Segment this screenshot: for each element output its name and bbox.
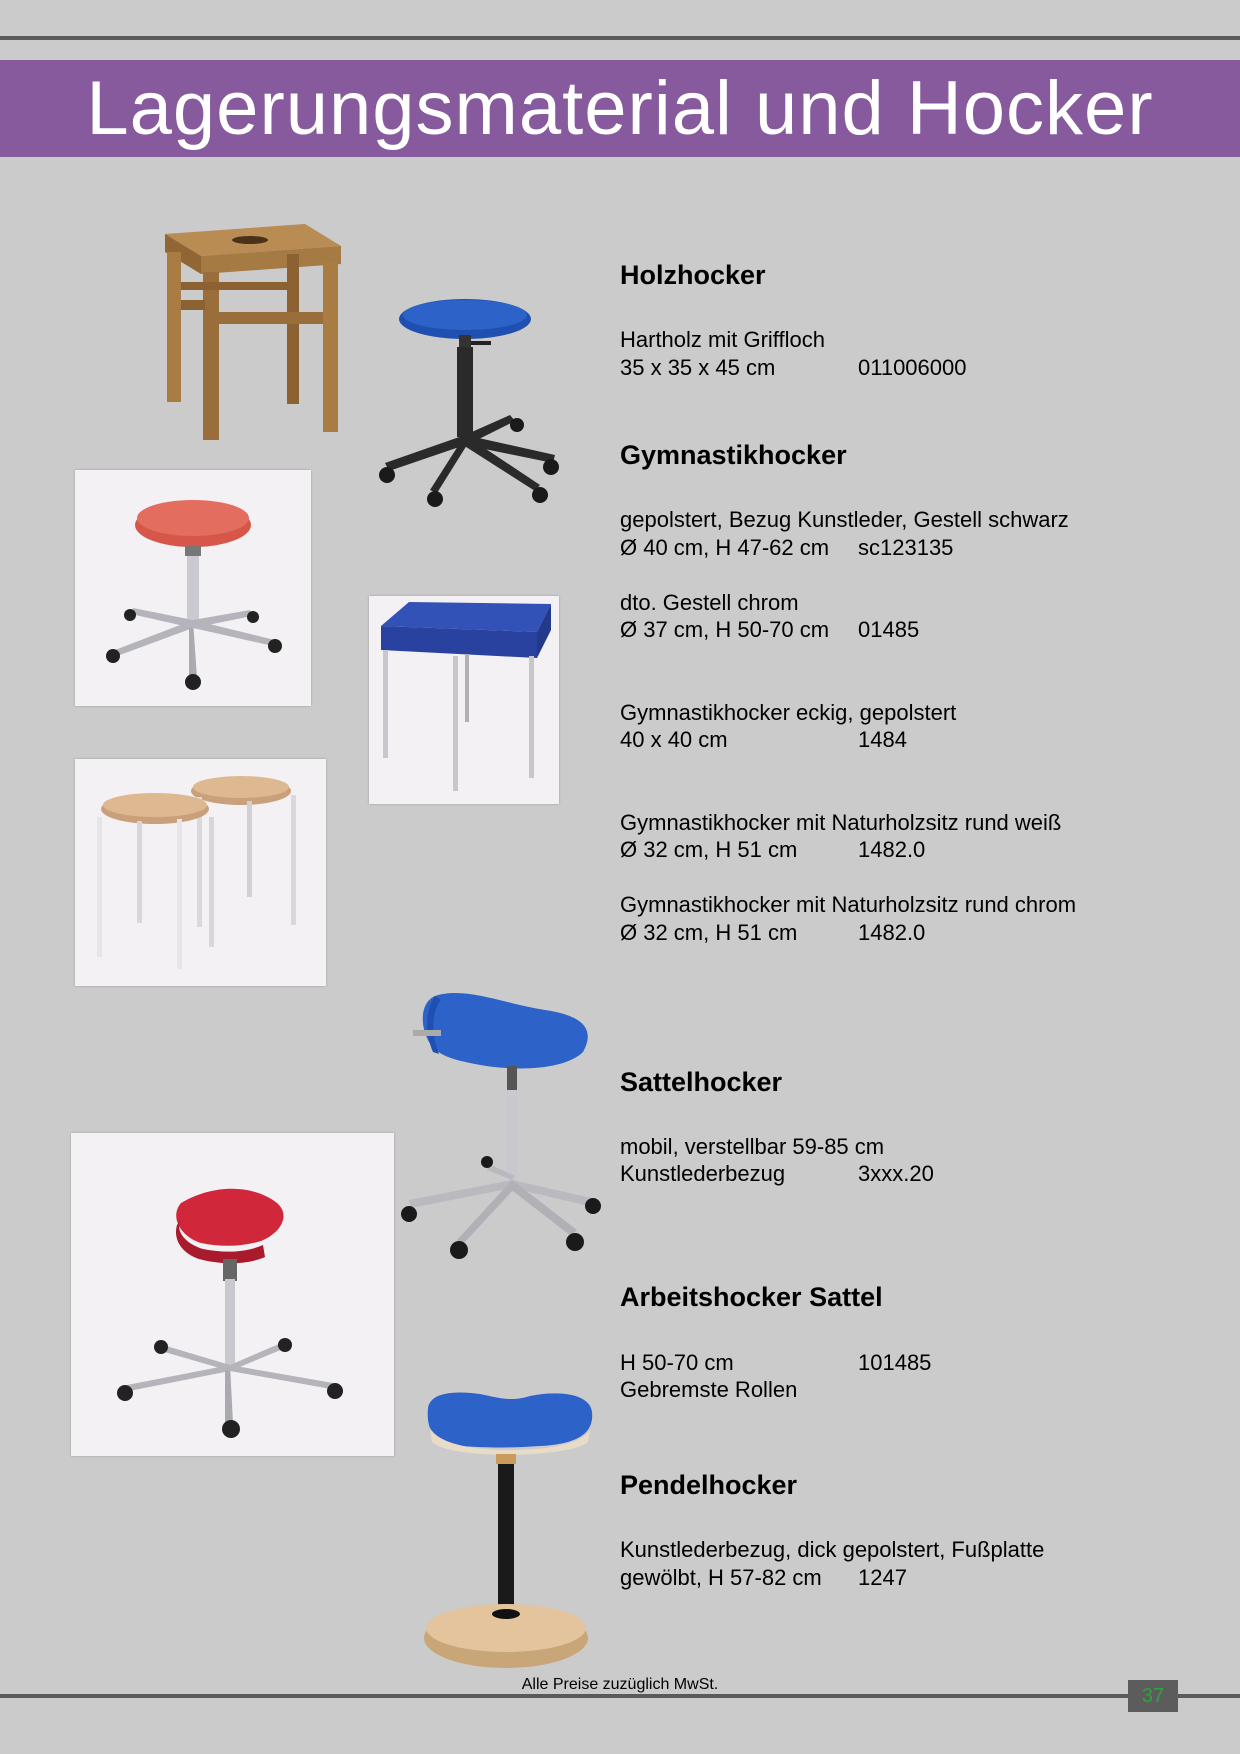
holzhocker-article-number: 011006000	[858, 355, 967, 380]
price-note: Alle Preise zuzüglich MwSt.	[521, 1676, 719, 1693]
gymnastikhocker-variant-1-dimensions: Ø 40 cm, H 47-62 cm	[620, 535, 830, 560]
pendelhocker-dimensions: gewölbt, H 57-82 cm	[620, 1565, 822, 1590]
gymnastikhocker-variant-3-article-number: 1484	[858, 727, 907, 752]
gymnastikhocker-variant-2-article-number: 01485	[858, 617, 920, 642]
top-rule	[0, 36, 1240, 40]
title-banner	[0, 60, 1240, 157]
bottom-rule	[0, 1694, 1240, 1698]
holzhocker-heading: Holzhocker	[620, 260, 766, 290]
arbeitshocker-dimensions: H 50-70 cm	[620, 1350, 734, 1375]
arbeitshocker-feature: Gebremste Rollen	[620, 1377, 798, 1402]
pendelhocker-article-number: 1247	[858, 1565, 907, 1590]
wooden-seat-stools-image	[75, 759, 326, 986]
gymnastic-stool-chrome-image	[75, 470, 311, 706]
gymnastikhocker-variant-4-description: Gymnastikhocker mit Naturholzsitz rund weiß	[620, 810, 1062, 835]
gymnastikhocker-variant-1-description: gepolstert, Bezug Kunstleder, Gestell schwarz	[620, 507, 1069, 532]
pendelhocker-description: Kunstlederbezug, dick gepolstert, Fußplatte	[620, 1537, 1045, 1562]
holzhocker-description: Hartholz mit Griffloch	[620, 327, 825, 352]
holzhocker-dimensions: 35 x 35 x 45 cm	[620, 355, 776, 380]
gymnastikhocker-heading: Gymnastikhocker	[620, 440, 847, 470]
square-stool-image	[369, 596, 559, 804]
sattelhocker-article-number: 3xxx.20	[858, 1161, 934, 1186]
gymnastikhocker-variant-5-article-number: 1482.0	[858, 920, 926, 945]
gymnastikhocker-variant-4-dimensions: Ø 32 cm, H 51 cm	[620, 837, 798, 862]
gymnastikhocker-variant-1-article-number: sc123135	[858, 535, 954, 560]
gymnastikhocker-variant-3-description: Gymnastikhocker eckig, gepolstert	[620, 700, 957, 725]
red-saddle-stool-image	[71, 1133, 394, 1456]
gymnastikhocker-variant-5-description: Gymnastikhocker mit Naturholzsitz rund chrom	[620, 892, 1077, 917]
saddle-stool-image	[395, 990, 605, 1270]
pendulum-stool-image	[420, 1388, 595, 1673]
gymnastikhocker-variant-5-dimensions: Ø 32 cm, H 51 cm	[620, 920, 798, 945]
gymnastikhocker-variant-2-description: dto. Gestell chrom	[620, 590, 799, 615]
pendelhocker-heading: Pendelhocker	[620, 1470, 798, 1500]
wooden-stool-image	[155, 212, 345, 442]
page-title: Lagerungsmaterial und Hocker	[86, 66, 1154, 151]
arbeitshocker-article-number: 101485	[858, 1350, 932, 1375]
gymnastikhocker-variant-2-dimensions: Ø 37 cm, H 50-70 cm	[620, 617, 830, 642]
page-number: 37	[1128, 1680, 1178, 1712]
sattelhocker-cover: Kunstlederbezug	[620, 1161, 786, 1186]
gymnastikhocker-variant-3-dimensions: 40 x 40 cm	[620, 727, 728, 752]
gymnastic-stool-black-image	[375, 295, 560, 510]
sattelhocker-description: mobil, verstellbar 59-85 cm	[620, 1134, 885, 1159]
arbeitshocker-heading: Arbeitshocker Sattel	[620, 1282, 883, 1312]
gymnastikhocker-variant-4-article-number: 1482.0	[858, 837, 926, 862]
sattelhocker-heading: Sattelhocker	[620, 1067, 783, 1097]
